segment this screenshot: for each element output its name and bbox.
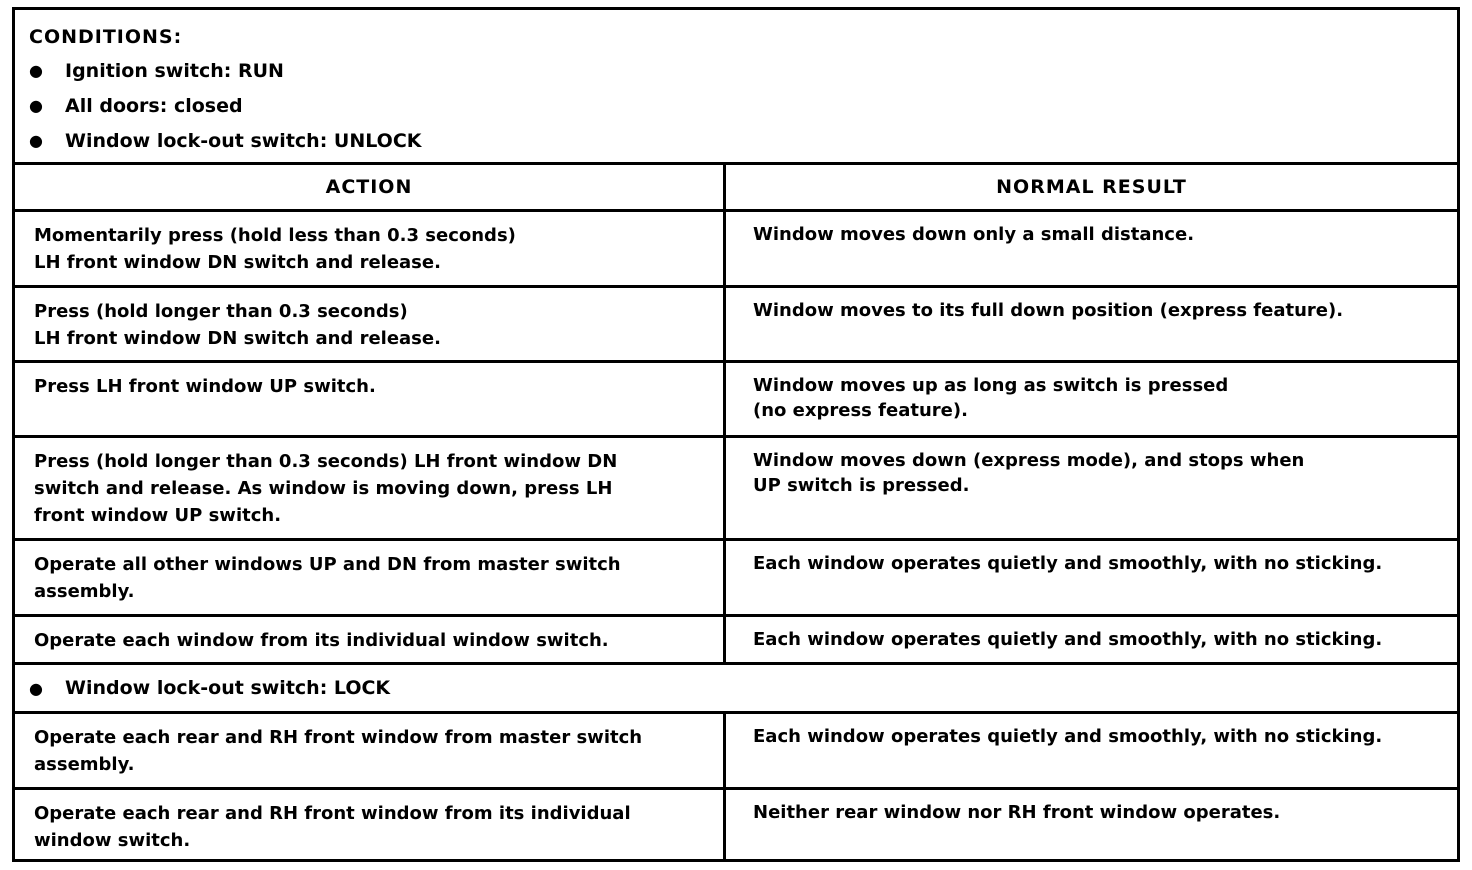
lock-condition-text: Window lock-out switch: LOCK: [65, 677, 391, 699]
result-cell: Window moves up as long as switch is pressed (no express feature).: [753, 375, 1229, 421]
table-row: [15, 790, 1457, 862]
test-table: [12, 7, 1460, 862]
lock-condition-row: [15, 665, 1457, 714]
bullet-icon: ●: [29, 61, 43, 80]
action-column-header: ACTION: [15, 165, 726, 209]
table-row: [15, 212, 1457, 288]
table-row: [15, 541, 1457, 617]
conditions-title: CONDITIONS:: [29, 26, 183, 48]
condition-text: Window lock-out switch: UNLOCK: [65, 130, 422, 152]
bullet-icon: ●: [29, 131, 43, 150]
result-cell: Neither rear window nor RH front window operates.: [753, 802, 1281, 823]
action-cell: Press (hold longer than 0.3 seconds) LH front window DN switch and release. As window is moving down, press LH front window UP switch.: [15, 438, 726, 538]
result-cell: Window moves to its full down position (express feature).: [753, 300, 1344, 321]
condition-item: [29, 58, 1457, 93]
result-cell: Each window operates quietly and smoothly, with no sticking.: [753, 726, 1383, 747]
table-row: [15, 617, 1457, 665]
result-cell: Window moves down (express mode), and stops when UP switch is pressed.: [753, 450, 1305, 496]
result-cell: Each window operates quietly and smoothly, with no sticking.: [753, 629, 1383, 650]
table-header: [15, 165, 1457, 212]
conditions-block: [15, 10, 1457, 165]
action-cell: Press (hold longer than 0.3 seconds) LH front window DN switch and release.: [15, 288, 726, 360]
table-row: [15, 363, 1457, 438]
result-cell: Window moves down only a small distance.: [753, 224, 1195, 245]
table-row: [15, 714, 1457, 790]
action-cell: Operate all other windows UP and DN from master switch assembly.: [15, 541, 726, 614]
action-cell: Momentarily press (hold less than 0.3 seconds) LH front window DN switch and release.: [15, 212, 726, 285]
action-cell: Operate each window from its individual window switch.: [15, 617, 726, 662]
action-cell: Operate each rear and RH front window from master switch assembly.: [15, 714, 726, 787]
result-column-header: NORMAL RESULT: [996, 176, 1187, 198]
action-cell: Press LH front window UP switch.: [15, 363, 726, 435]
bullet-icon: ●: [29, 678, 43, 698]
condition-text: All doors: closed: [65, 95, 243, 117]
condition-text: Ignition switch: RUN: [65, 60, 284, 82]
table-row: [15, 288, 1457, 363]
condition-item: [29, 93, 1457, 128]
condition-item: [29, 128, 1457, 163]
result-cell: Each window operates quietly and smoothly, with no sticking.: [753, 553, 1383, 574]
action-cell: Operate each rear and RH front window from its individual window switch.: [15, 790, 726, 862]
bullet-icon: ●: [29, 96, 43, 115]
table-row: [15, 438, 1457, 541]
